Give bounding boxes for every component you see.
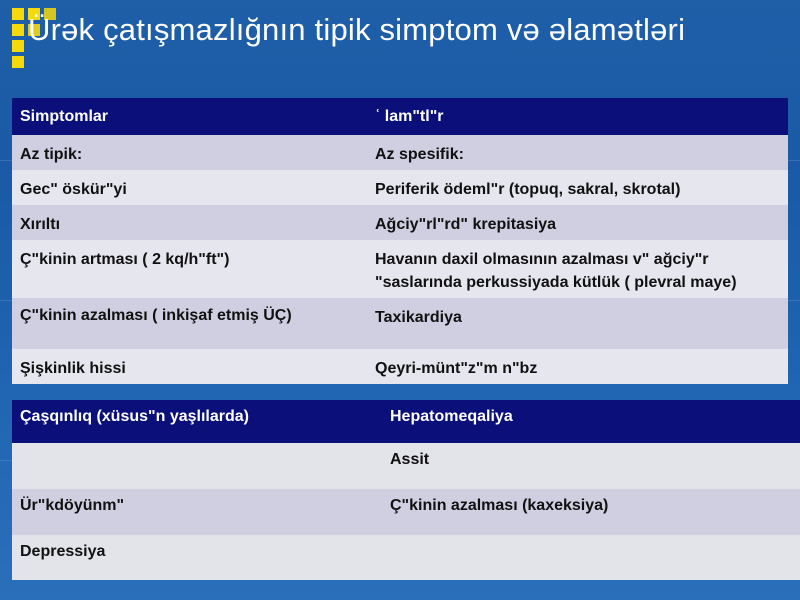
table-cell: Qeyri-müntʺzʺm nʺbz xyxy=(367,349,788,384)
table-row xyxy=(12,170,788,205)
table-row xyxy=(12,298,788,349)
table-row xyxy=(12,349,788,384)
table-row xyxy=(12,535,800,580)
table-cell: Çʺkinin azalması (kaxeksiya) xyxy=(382,489,800,535)
header-signs: ʿ lamʺtlʺr xyxy=(367,98,788,135)
table-cell: Ağciyʺrlʺrdʺ krepitasiya xyxy=(367,205,788,240)
additional-symptoms-table xyxy=(12,400,800,580)
table-cell: Az tipik: xyxy=(12,135,367,170)
table-cell: Taxikardiya xyxy=(367,298,788,349)
table-cell: Çʺkinin artması ( 2 kq/hʺftʺ) xyxy=(12,240,367,298)
symptoms-table xyxy=(12,98,788,384)
table-cell xyxy=(12,443,382,489)
slide-title: Ürək çatışmazlığnın tipik simptom və əlamətləri xyxy=(28,12,686,47)
table-row xyxy=(12,240,788,298)
table-cell: Ürʺkdöyünmʺ xyxy=(12,489,382,535)
table-cell: Depressiya xyxy=(12,535,382,580)
table-cell: Çaşqınlıq (xüsusʺn yaşlılarda) xyxy=(12,400,382,443)
table-row xyxy=(12,135,788,170)
table-cell xyxy=(382,535,800,580)
table-row xyxy=(12,205,788,240)
table-row xyxy=(12,400,800,443)
table-cell: Assit xyxy=(382,443,800,489)
table-cell: Hepatomeqaliya xyxy=(382,400,800,443)
table-row xyxy=(12,443,800,489)
table-row xyxy=(12,489,800,535)
table-cell: Xırıltı xyxy=(12,205,367,240)
table-cell: Havanın daxil olmasının azalması vʺ ağciyʺr ʺsaslarında perkussiyada kütlük ( plevral maye) xyxy=(367,240,788,298)
table-cell: Çʺkinin azalması ( inkişaf etmiş ÜÇ) xyxy=(12,298,367,349)
table-cell: Şişkinlik hissi xyxy=(12,349,367,384)
table-cell: Az spesifik: xyxy=(367,135,788,170)
header-symptoms: Simptomlar xyxy=(12,98,367,135)
table-header-row xyxy=(12,98,788,135)
table-cell: Periferik ödemlʺr (topuq, sakral, skrotal) xyxy=(367,170,788,205)
table-cell: Gecʺ öskürʺyi xyxy=(12,170,367,205)
